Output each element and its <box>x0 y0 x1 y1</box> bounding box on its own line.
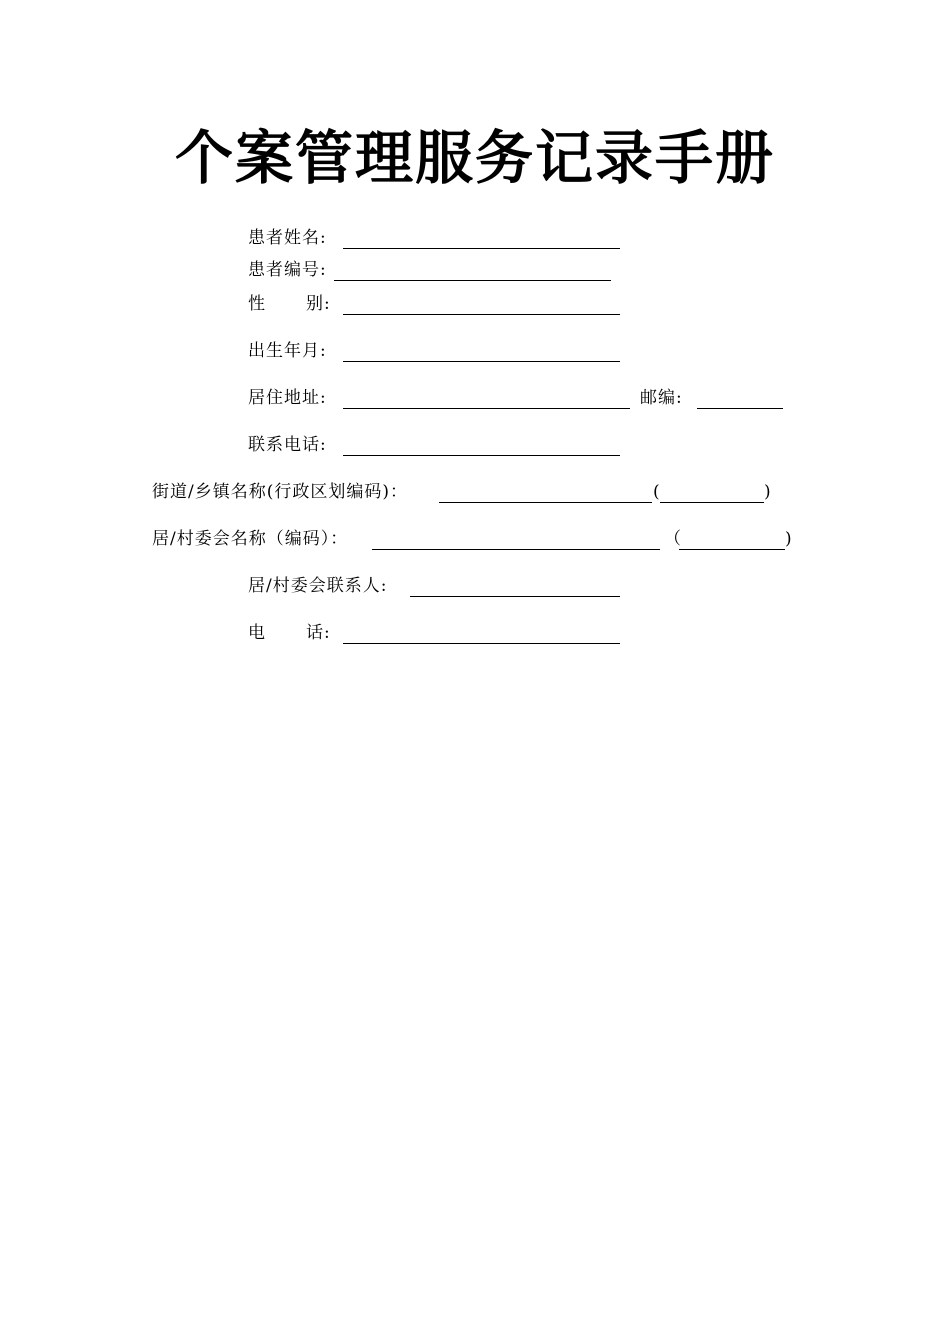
birth-row <box>248 337 628 365</box>
street-code-open-paren: ( <box>653 482 660 502</box>
birth-field[interactable] <box>343 361 620 362</box>
phone-row <box>248 619 628 647</box>
phone-label-first: 电 <box>248 623 266 643</box>
page-title: 个案管理服务记录手册 <box>174 124 775 192</box>
committee-name-field[interactable] <box>372 549 660 550</box>
phone-label-second: 话: <box>306 623 331 643</box>
contact-phone-label: 联系电话: <box>248 435 327 455</box>
address-field[interactable] <box>343 408 630 409</box>
street-label: 街道/乡镇名称(行政区划编码)： <box>152 482 408 502</box>
committee-contact-field[interactable] <box>410 596 620 597</box>
patient-name-field[interactable] <box>343 248 620 249</box>
gender-label-first: 性 <box>248 294 266 314</box>
address-label: 居住地址: <box>248 388 327 408</box>
patient-id-row <box>248 256 628 284</box>
gender-row <box>248 290 628 318</box>
street-name-field[interactable] <box>439 502 652 503</box>
patient-id-field[interactable] <box>334 280 611 281</box>
postcode-label: 邮编: <box>640 388 683 408</box>
committee-code-field[interactable] <box>679 549 785 550</box>
committee-code-open-paren: （ <box>664 529 681 549</box>
committee-contact-label: 居/村委会联系人: <box>248 576 388 596</box>
birth-label: 出生年月: <box>248 341 327 361</box>
committee-contact-row <box>248 572 628 600</box>
street-code-close-paren: ) <box>764 482 771 502</box>
street-row <box>152 478 782 506</box>
committee-row <box>152 525 797 553</box>
patient-name-row <box>248 224 628 252</box>
street-code-field[interactable] <box>660 502 764 503</box>
gender-label-second: 别: <box>306 294 331 314</box>
postcode-field[interactable] <box>697 408 783 409</box>
committee-code-close-paren: ) <box>785 529 792 549</box>
contact-phone-field[interactable] <box>343 455 620 456</box>
patient-id-label: 患者编号: <box>248 260 327 280</box>
patient-name-label: 患者姓名: <box>248 228 327 248</box>
address-row <box>248 384 793 412</box>
contact-phone-row <box>248 431 628 459</box>
phone-field[interactable] <box>343 643 620 644</box>
committee-label: 居/村委会名称（编码）： <box>152 529 349 549</box>
gender-field[interactable] <box>343 314 620 315</box>
